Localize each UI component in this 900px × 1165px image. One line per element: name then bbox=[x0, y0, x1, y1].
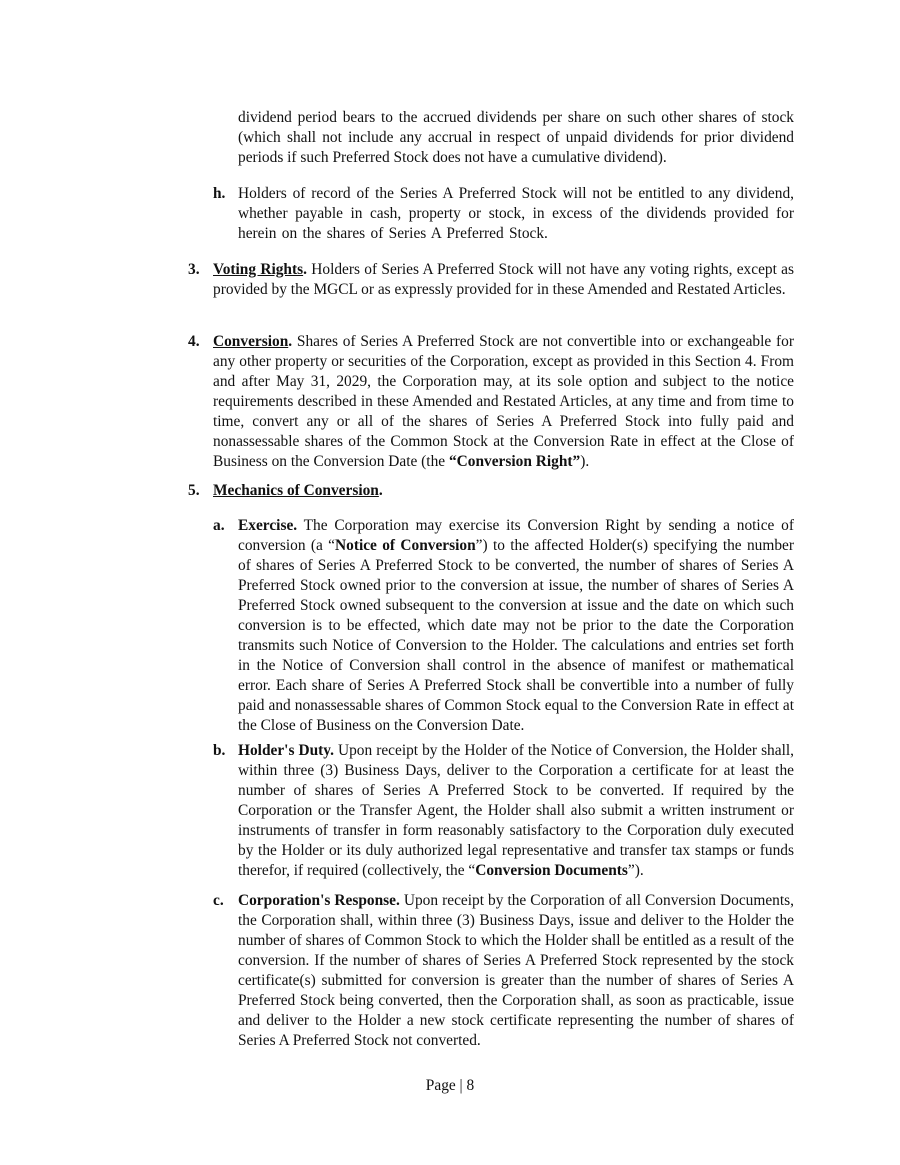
continuation-paragraph: dividend period bears to the accrued dividends per share on such other shares of stock (which shall not include any accrual in respect of unpaid dividends for prior dividend periods if such Preferred Stock does not have a cumulative dividend). bbox=[238, 109, 794, 166]
page-number: Page | 8 bbox=[425, 1077, 475, 1094]
item-5a-text-2: ”) to the affected Holder(s) specifying the number of shares of Series A Preferred Stock to be converted, the number of shares of Series A Preferred Stock owned prior to the conversion at issue, the number of shares of Series A Preferred Stock owned subsequent to the conversion at issue and the date on which such conversion is to be effected, which date may not be prior to the date the Corporation transmits such Notice of Conversion to the Holder. The calculations and entries set forth in the Notice of Conversion shall control in the absence of manifest or mathematical error. Each share of Series A Preferred Stock shall be convertible into a number of fully paid and nonassessable shares of Common Stock equal to the Conversion Rate in effect at the Close of Business on the Conversion Date. bbox=[238, 537, 794, 734]
item-h-paragraph: Holders of record of the Series A Preferred Stock will not be entitled to any dividend, whether payable in cash, property or stock, in excess of the dividends provided for herein on the shares of Series A Preferred Stock. bbox=[238, 185, 794, 242]
section-3-paragraph: Voting Rights. Holders of Series A Preferred Stock will not have any voting rights, except as provided by the MGCL or as expressly provided for in these Amended and Restated Articles. bbox=[213, 261, 794, 298]
section-4-text-end: ). bbox=[580, 453, 590, 470]
notice-of-conversion-term: Notice of Conversion bbox=[335, 537, 476, 554]
item-5c-paragraph bbox=[238, 891, 794, 1051]
item-5b-text-1: Upon receipt by the Holder of the Notice of Conversion, the Holder shall, within three (3) Business Days, deliver to the Corporation a certificate for at least the number of shares of Series A Preferred Stock to be converted. If required by the Corporation or the Transfer Agent, the Holder shall also submit a written instrument or instruments of transfer in form reasonably satisfactory to the Corporation duly executed by the Holder or its duly authorized legal representative and transfer tax stamps or funds therefor, if required (collectively, the “ bbox=[238, 742, 794, 879]
item-5a-text-1: The Corporation may exercise its Conversion Right by sending a notice of conversion (a “ bbox=[238, 517, 794, 554]
section-4-heading: Conversion bbox=[213, 333, 289, 350]
item-h-marker: h. bbox=[213, 185, 226, 202]
item-5a-paragraph bbox=[238, 516, 794, 736]
item-5b-title: Holder's Duty. bbox=[238, 742, 334, 759]
section-4-text: Shares of Series A Preferred Stock are not convertible into or exchangeable for any other property or securities of the Corporation, except as provided in this Section 4. From and after May 31, 2029, the Corporation may, at its sole option and subject to the notice requirements described in these Amended and Restated Articles, at any time and from time to time, convert any or all of the shares of Series A Preferred Stock into fully paid and nonassessable shares of the Common Stock at the Conversion Rate in effect at the Close of Business on the Conversion Date (the bbox=[213, 333, 794, 470]
item-5c-title: Corporation's Response. bbox=[238, 892, 400, 909]
item-5a-title: Exercise. bbox=[238, 517, 298, 534]
item-5b-paragraph bbox=[238, 741, 794, 881]
conversion-right-term: “Conversion Right” bbox=[448, 453, 581, 470]
section-3-number: 3. bbox=[188, 261, 200, 278]
item-5a-marker: a. bbox=[213, 517, 225, 534]
section-4-paragraph: Conversion. Shares of Series A Preferred Stock are not convertible into or exchangeable for any other property or securities of the Corporation, except as provided in this Section 4. From and after May 31, 2029, the Corporation may, at its sole option and subject to the notice requirements described in these Amended and Restated Articles, at any time and from time to time, convert any or all of the shares of Series A Preferred Stock into fully paid and nonassessable shares of the Common Stock at the Conversion Rate in effect at the Close of Business on the Conversion Date (the “Conversion Right”). bbox=[213, 333, 794, 470]
item-5b-text-2: ”). bbox=[627, 862, 644, 879]
section-5-heading: Mechanics of Conversion bbox=[213, 482, 379, 499]
item-5c-text-1: Upon receipt by the Corporation of all Conversion Documents, the Corporation shall, within three (3) Business Days, issue and deliver to the Holder the number of shares of Common Stock to which the Holder shall be entitled as a result of the conversion. If the number of shares of Series A Preferred Stock represented by the stock certificate(s) submitted for conversion is greater than the number of shares of Series A Preferred Stock being converted, then the Corporation shall, as soon as practicable, issue and deliver to the Holder a new stock certificate representing the number of shares of Series A Preferred Stock not converted. bbox=[238, 892, 794, 1049]
section-5-number: 5. bbox=[188, 482, 200, 499]
item-5b-marker: b. bbox=[213, 742, 226, 759]
section-3-heading: Voting Rights bbox=[213, 261, 304, 278]
section-5-heading-line: Mechanics of Conversion. bbox=[213, 482, 383, 499]
section-3-text: Holders of Series A Preferred Stock will not have any voting rights, except as provided by the MGCL or as expressly provided for in these Amended and Restated Articles. bbox=[213, 261, 794, 298]
section-4-number: 4. bbox=[188, 333, 200, 350]
conversion-documents-term: Conversion Documents bbox=[475, 862, 628, 879]
item-5c-marker: c. bbox=[213, 892, 224, 909]
